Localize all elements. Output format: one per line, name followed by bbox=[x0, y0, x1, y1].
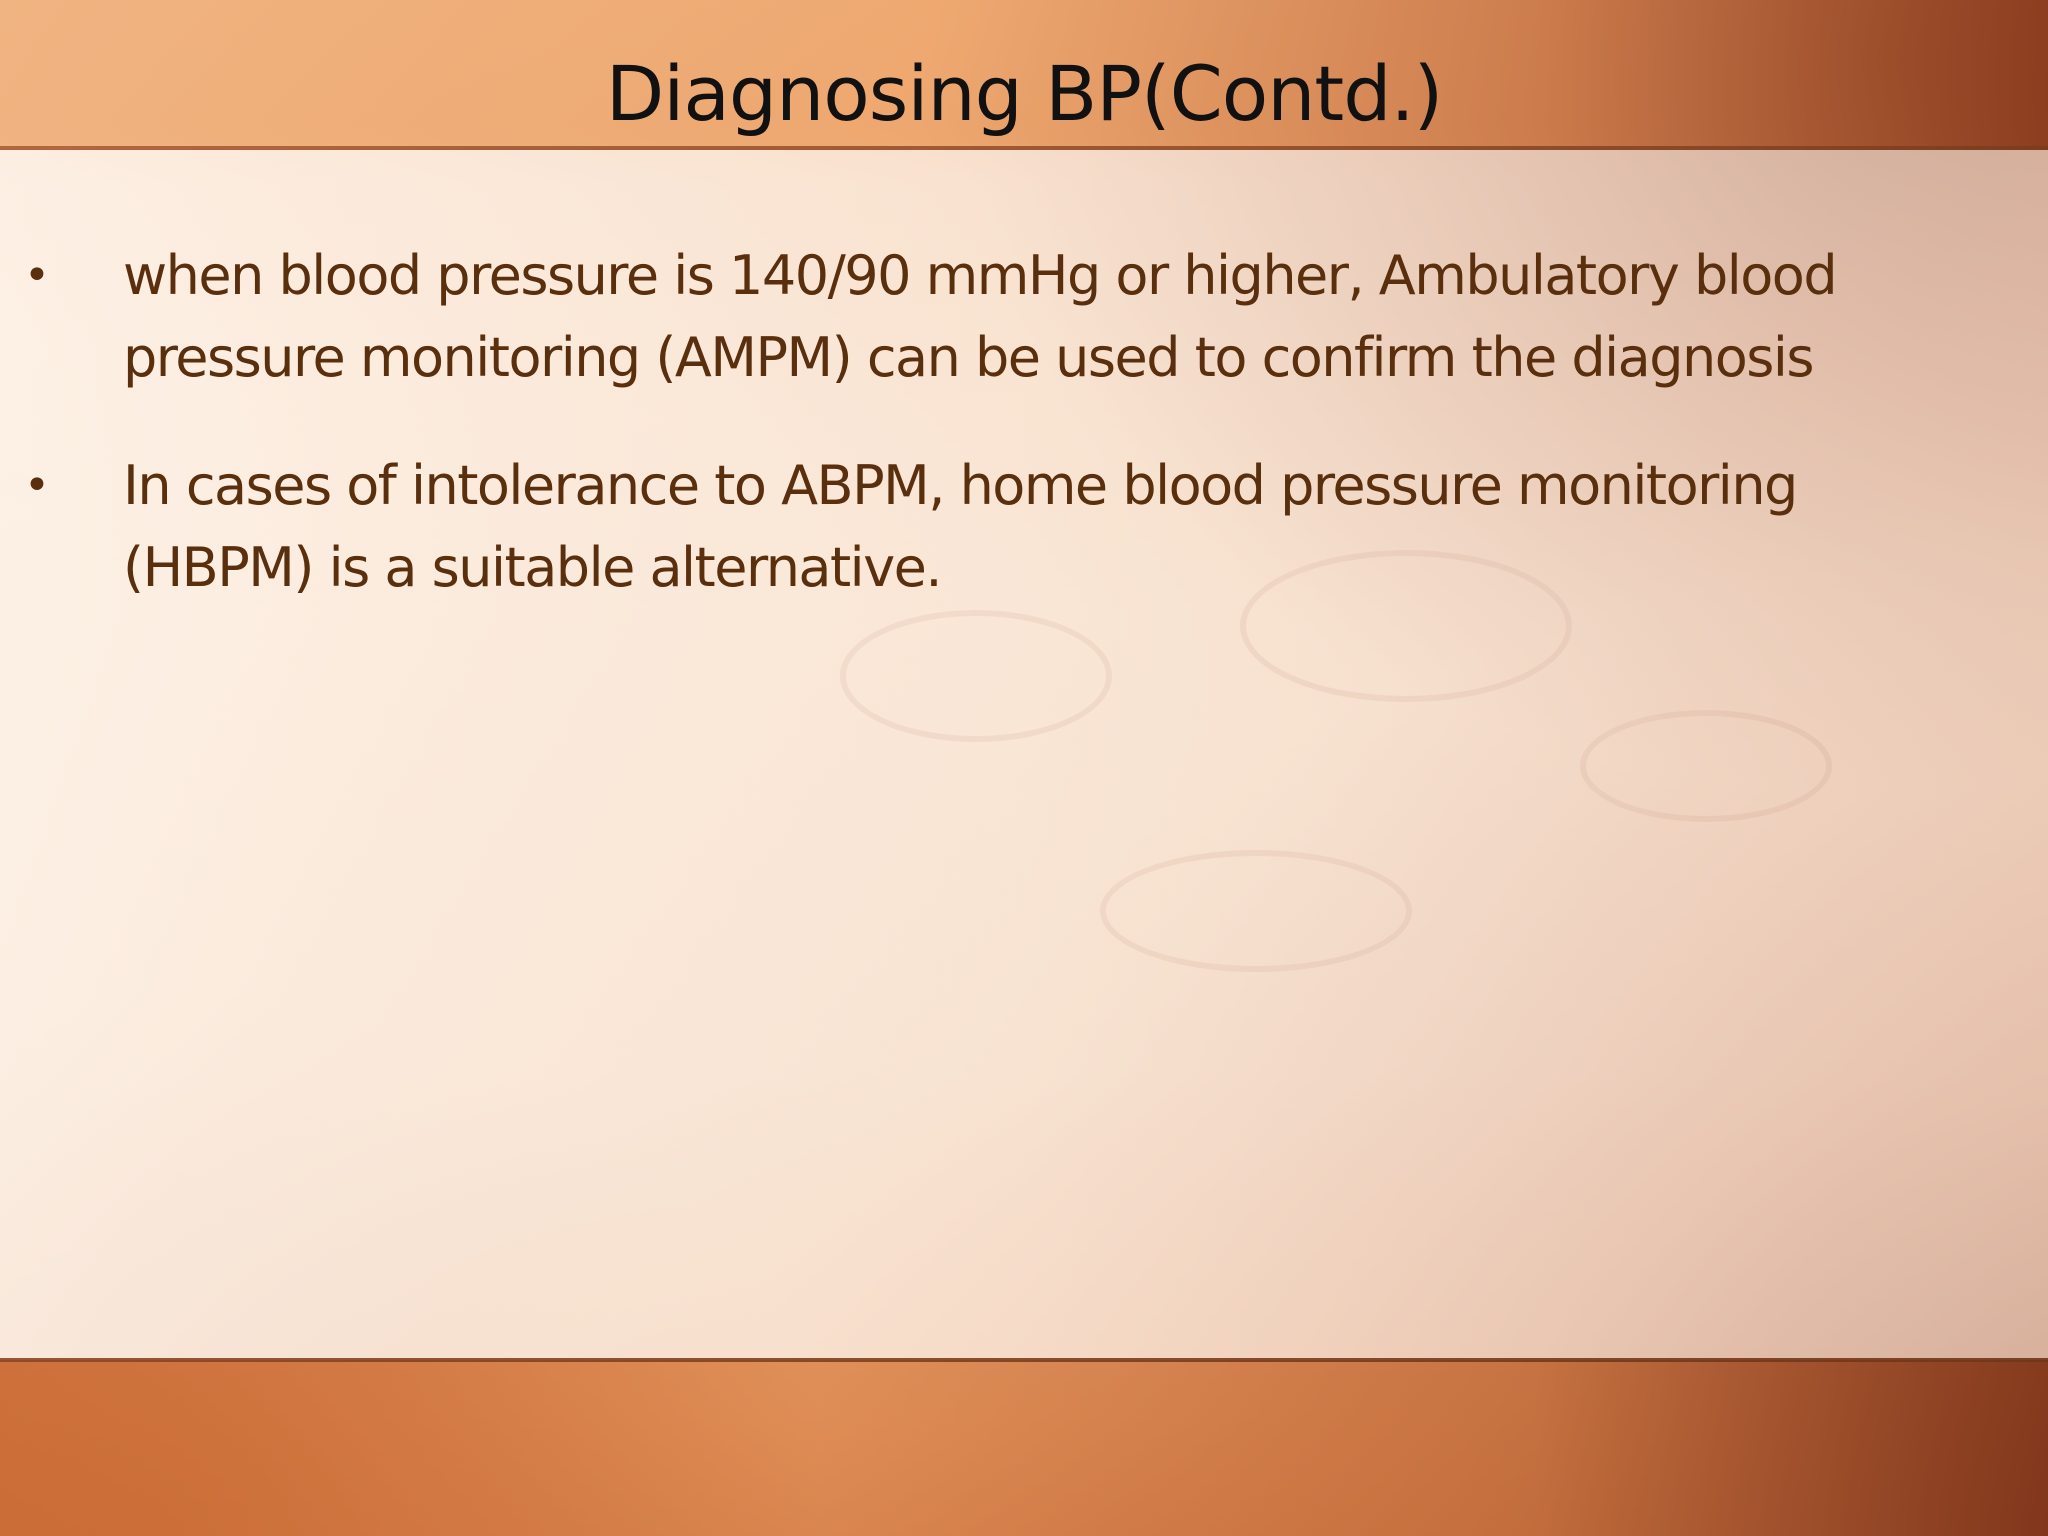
bullet-text-line: pressure monitoring (AMPM) can be used to confirm the diagnosis bbox=[123, 326, 1814, 389]
bullet-list bbox=[0, 235, 2048, 655]
bullet-item bbox=[0, 235, 2048, 399]
slide-title: Diagnosing BP(Contd.) bbox=[605, 49, 1443, 138]
bullet-marker: • bbox=[24, 250, 49, 301]
bullet-item bbox=[0, 445, 2048, 609]
background-scribble bbox=[1580, 710, 1832, 822]
bullet-text-line: (HBPM) is a suitable alternative. bbox=[123, 536, 942, 599]
bullet-marker: • bbox=[24, 460, 49, 511]
bullet-text-line: In cases of intolerance to ABPM, home blood pressure monitoring bbox=[123, 454, 1797, 517]
bullet-text-line: when blood pressure is 140/90 mmHg or higher, Ambulatory blood bbox=[123, 244, 1837, 307]
footer-band bbox=[0, 1362, 2048, 1536]
background-scribble bbox=[1100, 850, 1412, 972]
